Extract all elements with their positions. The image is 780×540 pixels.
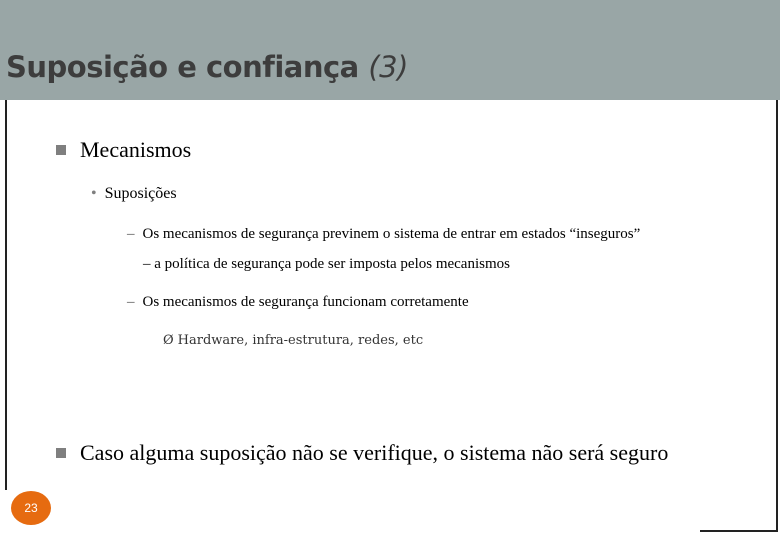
frame-bottom-border bbox=[700, 530, 778, 532]
slide-title-main: Suposição e confiança bbox=[6, 50, 369, 84]
dash-bullet-icon: – bbox=[127, 294, 135, 310]
bullet-text: Hardware, infra-estrutura, redes, etc bbox=[177, 333, 424, 348]
bullet-hardware bbox=[163, 333, 423, 348]
bullet-text: Os mecanismos de segurança funcionam corretamente bbox=[142, 294, 469, 310]
dash-bullet-icon: – bbox=[127, 226, 135, 242]
bullet-mecanismos bbox=[56, 137, 191, 163]
bullet-text: Os mecanismos de segurança previnem o sistema de entrar em estados “inseguros” bbox=[142, 226, 641, 242]
bullet-text: Mecanismos bbox=[80, 137, 192, 162]
dot-bullet-icon: • bbox=[91, 185, 97, 202]
frame-left-border bbox=[5, 100, 7, 490]
bullet-caso-alguma bbox=[56, 440, 668, 466]
bullet-text: Caso alguma suposição não se verifique, o sistema não será seguro bbox=[80, 440, 669, 465]
arrow-bullet-icon: Ø bbox=[163, 333, 174, 348]
slide-title-number: (3) bbox=[368, 50, 408, 84]
frame-right-border bbox=[776, 100, 778, 530]
square-bullet-icon bbox=[56, 448, 66, 458]
square-bullet-icon bbox=[56, 145, 66, 155]
bullet-mecanismos-funcionam bbox=[127, 294, 469, 311]
slide-number-badge: 23 bbox=[11, 491, 51, 525]
bullet-text: Suposições bbox=[104, 185, 177, 202]
bullet-suposicoes bbox=[91, 185, 177, 203]
title-bar bbox=[0, 0, 780, 100]
bullet-continuation bbox=[143, 256, 510, 273]
bullet-text: – a política de segurança pode ser imposta pelos mecanismos bbox=[143, 256, 510, 272]
bullet-mecanismos-previnem bbox=[127, 226, 640, 243]
slide-title bbox=[6, 50, 408, 84]
